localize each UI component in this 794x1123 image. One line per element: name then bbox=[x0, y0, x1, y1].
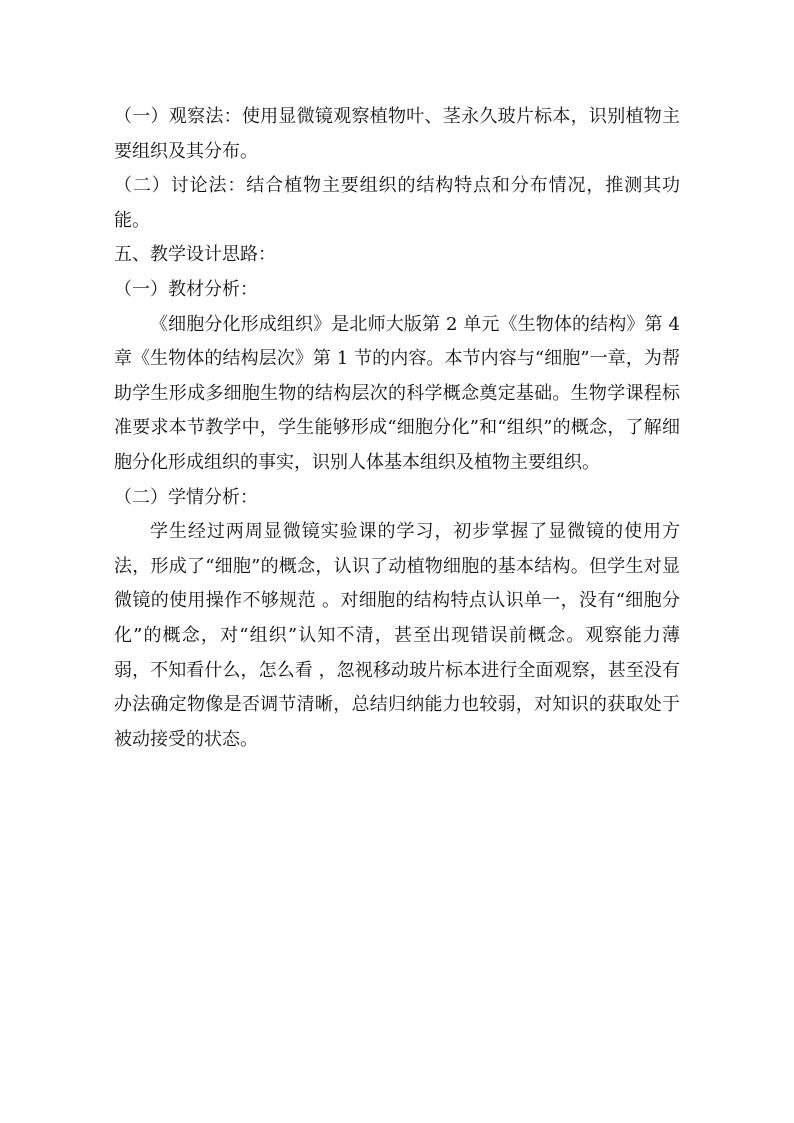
paragraph-discussion-method: （二）讨论法：结合植物主要组织的结构特点和分布情况，推测其功能。 bbox=[114, 175, 680, 231]
paragraph-observation-method: （一）观察法：使用显微镜观察植物叶、茎永久玻片标本，识别植物主要组织及其分布。 bbox=[114, 106, 680, 162]
subheading-student-analysis: （二）学情分析： bbox=[114, 486, 258, 508]
section-heading-design-ideas: 五、教学设计思路： bbox=[114, 244, 276, 266]
subheading-textbook-analysis: （一）教材分析： bbox=[114, 278, 258, 300]
paragraph-student-analysis: 学生经过两周显微镜实验课的学习，初步掌握了显微镜的使用方法，形成了“细胞”的概念，认识了动植物细胞的基本结构。但学生对显微镜的使用操作不够规范 。对细胞的结构特点认识单一，没有“细胞分化”的概念，对“组织”认知不清，甚至出现错误前概念。观察能力薄弱，不知看什么，怎么看 ，忽视移动玻片标本进行全面观察，甚至没有办法确定物像是否调节清晰，总结归纳能力也较弱，对知识的获取处于被动接受的状态。 bbox=[114, 521, 680, 750]
paragraph-textbook-analysis: 《细胞分化形成组织》是北师大版第 2 单元《生物体的结构》第 4 章《生物体的结构层次》第 1 节的内容。本节内容与“细胞”一章，为帮助学生形成多细胞生物的结构层次的科学概念奠定基础。生物学课程标准要求本节教学中，学生能够形成“细胞分化”和“组织”的概念，了解细胞分化形成组织的事实，识别人体基本组织及植物主要组织。 bbox=[114, 313, 680, 473]
document-body bbox=[114, 100, 680, 757]
